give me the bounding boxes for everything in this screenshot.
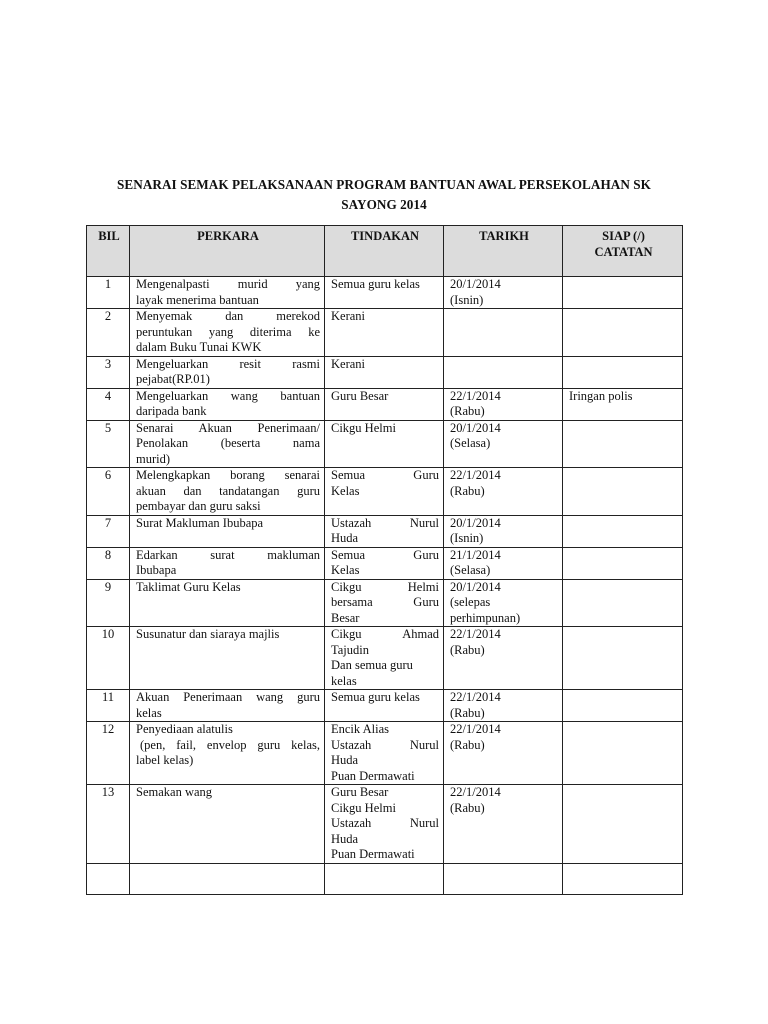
- cell-tindakan-line: bersama Guru: [331, 595, 439, 609]
- cell-perkara: [130, 388, 325, 420]
- cell-tarikh-line: 22/1/2014: [450, 388, 501, 403]
- header-row: [87, 226, 683, 277]
- cell-perkara: [130, 579, 325, 627]
- cell-tarikh-line: 22/1/2014: [450, 627, 501, 641]
- cell-tindakan: [325, 277, 444, 309]
- cell-bil: 12: [87, 722, 130, 785]
- cell-perkara-line: Mengeluarkan resit rasmi: [136, 356, 320, 371]
- table-row: [87, 309, 683, 357]
- cell-bil: 6: [87, 468, 130, 516]
- cell-tarikh: [444, 356, 563, 388]
- cell-tindakan-line: Cikgu Helmi: [331, 420, 396, 435]
- cell-tindakan-line: Kelas: [331, 563, 360, 577]
- cell-tindakan: [325, 420, 444, 468]
- cell-perkara-line: Semakan wang: [136, 785, 213, 799]
- cell-tarikh-line: 20/1/2014: [450, 420, 501, 435]
- cell-tarikh: [444, 388, 563, 420]
- document-title: [86, 175, 682, 215]
- cell-tindakan-line: Cikgu Helmi: [331, 800, 396, 815]
- cell-tindakan-line: Ustazah Nurul: [331, 816, 439, 830]
- cell-tindakan-line: Huda: [331, 831, 359, 846]
- cell-bil: 13: [87, 785, 130, 864]
- cell-tindakan-line: Semua guru kelas: [331, 690, 420, 704]
- cell-perkara-line: Akuan Penerimaan wang guru: [136, 690, 320, 704]
- header-perkara: PERKARA: [130, 226, 325, 277]
- cell-tarikh-line: (selepas: [450, 595, 491, 609]
- cell-tarikh-line: (Isnin): [450, 531, 484, 545]
- cell-perkara-line: Penolakan (beserta nama: [136, 436, 320, 450]
- cell-tarikh-line: 22/1/2014: [450, 468, 501, 482]
- cell-tindakan-line: Ustazah Nurul: [331, 515, 439, 530]
- cell-perkara-line: label kelas): [136, 753, 194, 767]
- cell-perkara: [130, 627, 325, 690]
- empty-row: [87, 863, 683, 894]
- cell-tindakan-line: Guru Besar: [331, 785, 389, 799]
- cell-perkara-line: Senarai Akuan Penerimaan/: [136, 420, 320, 435]
- cell-tarikh: [444, 863, 563, 894]
- cell-catatan: [563, 468, 683, 516]
- cell-perkara-line: Mengeluarkan wang bantuan: [136, 388, 320, 403]
- cell-catatan: [563, 627, 683, 690]
- cell-perkara-line: kelas: [136, 705, 162, 720]
- cell-perkara: [130, 420, 325, 468]
- cell-tarikh-line: (Rabu): [450, 705, 485, 720]
- cell-tarikh: [444, 277, 563, 309]
- cell-bil: 10: [87, 627, 130, 690]
- cell-tarikh-line: 20/1/2014: [450, 515, 501, 530]
- cell-perkara-line: Melengkapkan borang senarai: [136, 468, 320, 482]
- cell-tarikh: [444, 515, 563, 547]
- cell-catatan: [563, 388, 683, 420]
- cell-perkara-line: Penyediaan alatulis: [136, 722, 233, 736]
- cell-perkara-line: akuan dan tandatangan guru: [136, 483, 320, 498]
- cell-perkara-line: (pen, fail, envelop guru kelas,: [140, 737, 320, 752]
- cell-perkara: [130, 277, 325, 309]
- title-line-1: SENARAI SEMAK PELAKSANAAN PROGRAM BANTUAN AWAL PERSEKOLAHAN SK: [117, 177, 651, 192]
- cell-bil: 1: [87, 277, 130, 309]
- header-siap: SIAP (/): [602, 229, 645, 243]
- cell-tindakan: [325, 515, 444, 547]
- cell-tindakan: [325, 690, 444, 722]
- cell-tindakan-line: Kerani: [331, 309, 366, 323]
- header-tindakan: TINDAKAN: [325, 226, 444, 277]
- cell-perkara-line: daripada bank: [136, 404, 207, 418]
- title-line-2: SAYONG 2014: [341, 197, 427, 212]
- cell-bil: 3: [87, 356, 130, 388]
- cell-perkara-line: Susunatur dan siaraya majlis: [136, 627, 280, 641]
- cell-perkara: [130, 547, 325, 579]
- cell-perkara-line: murid): [136, 451, 171, 466]
- cell-catatan: [563, 579, 683, 627]
- cell-bil: [87, 863, 130, 894]
- cell-perkara: [130, 690, 325, 722]
- cell-catatan: [563, 309, 683, 357]
- header-tarikh: TARIKH: [444, 226, 563, 277]
- cell-perkara: [130, 863, 325, 894]
- cell-perkara-line: Menyemak dan merekod: [136, 309, 320, 323]
- header-bil: BIL: [87, 226, 130, 277]
- cell-bil: 9: [87, 579, 130, 627]
- cell-perkara: [130, 468, 325, 516]
- cell-tindakan: [325, 863, 444, 894]
- cell-perkara-line: dalam Buku Tunai KWK: [136, 340, 262, 354]
- cell-tarikh-line: 22/1/2014: [450, 690, 501, 704]
- cell-catatan: [563, 722, 683, 785]
- cell-tarikh-line: 22/1/2014: [450, 722, 501, 736]
- table-row: [87, 515, 683, 547]
- header-catatan: CATATAN: [594, 245, 653, 259]
- cell-tindakan: [325, 309, 444, 357]
- cell-perkara-line: Taklimat Guru Kelas: [136, 579, 241, 594]
- cell-tindakan-line: Encik Alias: [331, 722, 389, 736]
- cell-tindakan-line: Tajudin: [331, 642, 370, 657]
- cell-tindakan: [325, 579, 444, 627]
- cell-perkara-line: peruntukan yang diterima ke: [136, 324, 320, 339]
- table-row: [87, 356, 683, 388]
- cell-perkara: [130, 785, 325, 864]
- cell-tindakan-line: Huda: [331, 753, 359, 767]
- cell-catatan: [563, 356, 683, 388]
- cell-perkara-line: pejabat(RP.01): [136, 372, 210, 386]
- cell-bil: 8: [87, 547, 130, 579]
- table-row: [87, 579, 683, 627]
- cell-bil: 2: [87, 309, 130, 357]
- cell-bil: 11: [87, 690, 130, 722]
- cell-tindakan-line: kelas: [331, 673, 357, 688]
- table-row: [87, 547, 683, 579]
- cell-catatan: [563, 785, 683, 864]
- cell-tarikh: [444, 468, 563, 516]
- cell-catatan: [563, 515, 683, 547]
- table-row: [87, 277, 683, 309]
- cell-tindakan-line: Cikgu Helmi: [331, 579, 439, 594]
- cell-tindakan-line: Besar: [331, 610, 360, 625]
- table-row: [87, 722, 683, 785]
- cell-bil: 5: [87, 420, 130, 468]
- cell-bil: 7: [87, 515, 130, 547]
- cell-tarikh-line: 20/1/2014: [450, 579, 501, 594]
- cell-tarikh-line: (Rabu): [450, 800, 485, 815]
- cell-tindakan-line: Cikgu Ahmad: [331, 627, 439, 641]
- cell-tindakan: [325, 547, 444, 579]
- cell-tarikh: [444, 547, 563, 579]
- cell-tarikh: [444, 309, 563, 357]
- cell-tindakan-line: Semua Guru: [331, 547, 439, 562]
- cell-perkara-line: Edarkan surat makluman: [136, 547, 320, 562]
- cell-tindakan-line: Ustazah Nurul: [331, 737, 439, 752]
- table-row: [87, 627, 683, 690]
- cell-catatan: [563, 690, 683, 722]
- header-siap-catatan: [563, 226, 683, 277]
- table-row: [87, 388, 683, 420]
- cell-bil: 4: [87, 388, 130, 420]
- cell-tarikh-line: (Rabu): [450, 737, 485, 752]
- cell-tarikh: [444, 785, 563, 864]
- cell-tarikh-line: (Rabu): [450, 642, 485, 657]
- cell-tarikh-line: perhimpunan): [450, 610, 521, 625]
- cell-tindakan-line: Puan Dermawati: [331, 847, 415, 861]
- cell-catatan: [563, 277, 683, 309]
- cell-tarikh-line: 20/1/2014: [450, 277, 501, 291]
- cell-tarikh-line: 22/1/2014: [450, 785, 501, 799]
- cell-perkara-line: layak menerima bantuan: [136, 292, 259, 307]
- table-row: [87, 420, 683, 468]
- cell-tindakan-line: Puan Dermawati: [331, 768, 415, 783]
- cell-tarikh: [444, 627, 563, 690]
- cell-tarikh-line: (Rabu): [450, 404, 485, 418]
- checklist-table: [86, 225, 683, 895]
- cell-perkara-line: Ibubapa: [136, 563, 177, 577]
- cell-tindakan: [325, 468, 444, 516]
- cell-perkara: [130, 515, 325, 547]
- cell-tarikh-line: (Isnin): [450, 292, 484, 307]
- cell-tindakan: [325, 627, 444, 690]
- cell-tarikh: [444, 420, 563, 468]
- cell-perkara: [130, 722, 325, 785]
- cell-perkara-line: Mengenalpasti murid yang: [136, 277, 320, 291]
- cell-catatan: [563, 420, 683, 468]
- cell-tindakan-line: Dan semua guru: [331, 658, 413, 672]
- cell-perkara: [130, 356, 325, 388]
- cell-tindakan-line: Semua Guru: [331, 468, 439, 482]
- cell-catatan: [563, 863, 683, 894]
- cell-tarikh: [444, 690, 563, 722]
- cell-tindakan: [325, 356, 444, 388]
- cell-catatan: [563, 547, 683, 579]
- cell-tarikh-line: 21/1/2014: [450, 547, 501, 562]
- cell-tindakan: [325, 388, 444, 420]
- cell-tarikh-line: (Selasa): [450, 436, 491, 450]
- cell-tarikh: [444, 722, 563, 785]
- cell-tarikh-line: (Rabu): [450, 483, 485, 498]
- cell-tindakan: [325, 722, 444, 785]
- table-row: [87, 468, 683, 516]
- cell-perkara: [130, 309, 325, 357]
- table-row: [87, 690, 683, 722]
- cell-tindakan-line: Huda: [331, 531, 359, 545]
- cell-tindakan-line: Kelas: [331, 483, 360, 498]
- cell-tindakan-line: Semua guru kelas: [331, 277, 420, 291]
- cell-catatan-line: Iringan polis: [569, 388, 633, 403]
- cell-tarikh-line: (Selasa): [450, 563, 491, 577]
- table-body: [87, 277, 683, 895]
- cell-tarikh: [444, 579, 563, 627]
- cell-tindakan: [325, 785, 444, 864]
- table-row: [87, 785, 683, 864]
- cell-perkara-line: Surat Makluman Ibubapa: [136, 515, 264, 530]
- cell-tindakan-line: Kerani: [331, 356, 366, 371]
- cell-perkara-line: pembayar dan guru saksi: [136, 499, 261, 513]
- cell-tindakan-line: Guru Besar: [331, 388, 389, 403]
